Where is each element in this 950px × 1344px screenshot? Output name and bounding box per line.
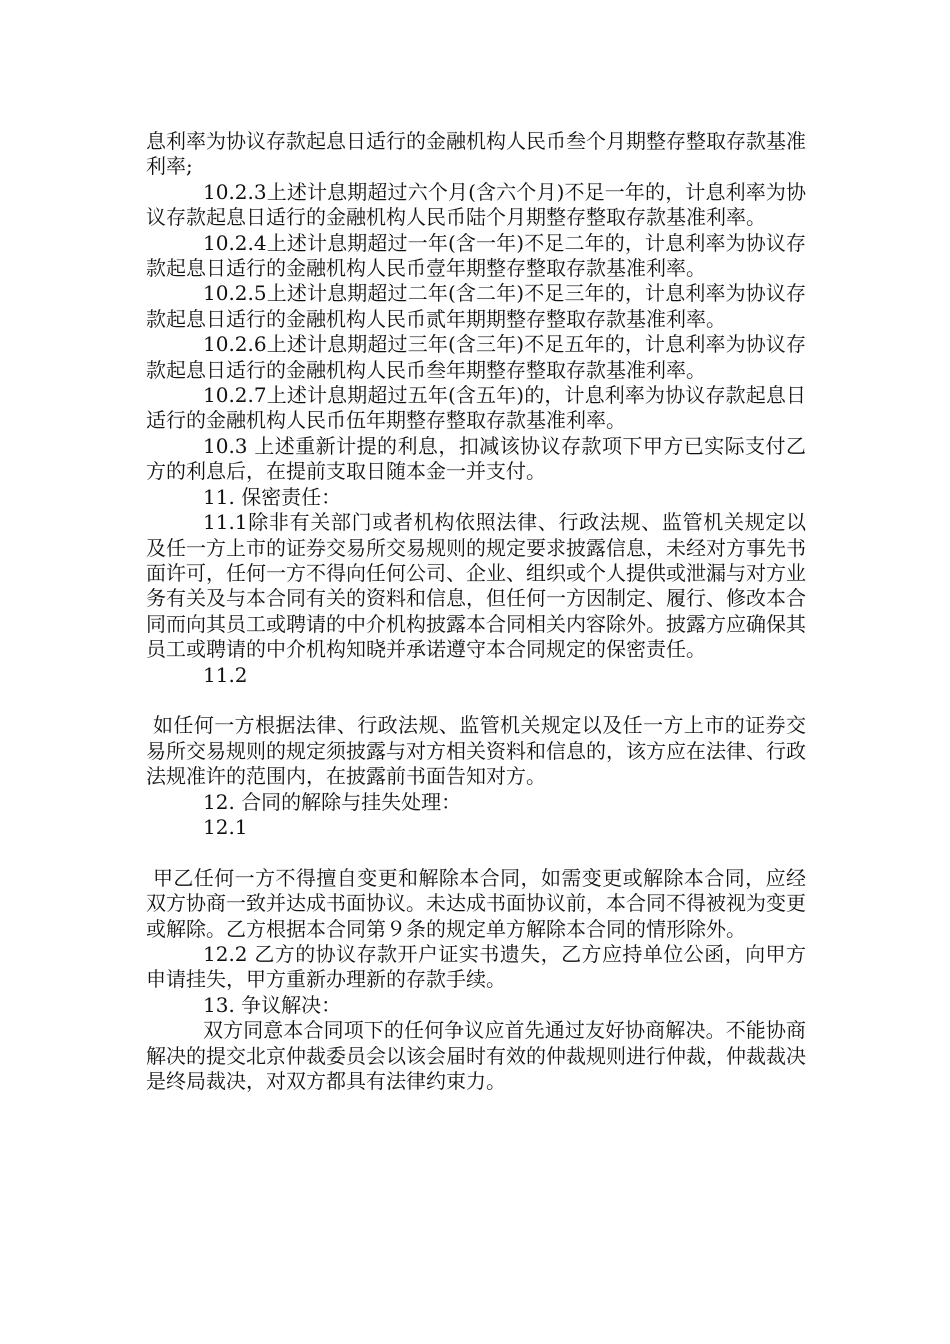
section-heading-13-dispute: 13. 争议解决：: [203, 992, 342, 1017]
section-heading-11-confidentiality: 11. 保密责任：: [203, 484, 342, 509]
paragraph-clause-12-2: 12.2 乙方的协议存款开户证实书遗失，乙方应持单位公函，向甲方申请挂失，甲方重新办理新的存款手续。: [146, 941, 806, 992]
paragraph-clause-10-2-5: 10.2.5上述计息期超过二年(含二年)不足三年的，计息利率为协议存款起息日适行的金融机构人民币贰年期期整存整取存款基准利率。: [146, 281, 806, 331]
paragraph-clause-10-3: 10.3 上述重新计提的利息，扣减该协议存款项下甲方已实际支付乙方的利息后，在提前支取日随本金一并支付。: [146, 433, 806, 484]
paragraph-clause-13-body: 双方同意本合同项下的任何争议应首先通过友好协商解决。不能协商解决的提交北京仲裁委员会以该会届时有效的仲裁规则进行仲裁，仲裁裁决是终局裁决，对双方都具有法律约束力。: [146, 1018, 806, 1093]
clause-number-11-2: 11.2: [203, 662, 248, 687]
document-body: [146, 129, 806, 1094]
paragraph-clause-10-2-6: 10.2.6上述计息期超过三年(含三年)不足五年的，计息利率为协议存款起息日适行的金融机构人民币叁年期整存整取存款基准利率。: [146, 332, 806, 382]
blank-line: [146, 688, 806, 713]
paragraph-clause-10-2-3: 10.2.3上述计息期超过六个月(含六个月)不足一年的，计息利率为协议存款起息日适行的金融机构人民币陆个月期整存整取存款基准利率。: [146, 179, 806, 230]
paragraph-interest-rate-continuation: 息利率为协议存款起息日适行的金融机构人民币叁个月期整存整取存款基准利率;: [146, 129, 806, 179]
paragraph-clause-10-2-7: 10.2.7上述计息期超过五年(含五年)的，计息利率为协议存款起息日适行的金融机构人民币伍年期整存整取存款基准利率。: [146, 383, 806, 433]
section-heading-12-termination: 12. 合同的解除与挂失处理：: [203, 789, 462, 814]
blank-line: [146, 840, 806, 865]
clause-number-12-1: 12.1: [203, 814, 248, 839]
paragraph-clause-11-1: 11.1除非有关部门或者机构依照法律、行政法规、监管机关规定以及任一方上市的证券交易所交易规则的规定要求披露信息，未经对方事先书面许可，任何一方不得向任何公司、企业、组织或个人提供或泄漏与对方业务有关及与本合同有关的资料和信息，但任何一方因制定、履行、修改本合同而向其员工或聘请的中介机构披露本合同相关内容除外。披露方应确保其员工或聘请的中介机构知晓并承诺遵守本合同规定的保密责任。: [146, 510, 806, 662]
paragraph-clause-12-1-body: 甲乙任何一方不得擅自变更和解除本合同，如需变更或解除本合同，应经双方协商一致并达成书面协议。未达成书面协议前，本合同不得被视为变更或解除。乙方根据本合同第９条的规定单方解除本合同的情形除外。: [146, 865, 806, 941]
paragraph-clause-10-2-4: 10.2.4上述计息期超过一年(含一年)不足二年的，计息利率为协议存款起息日适行的金融机构人民币壹年期整存整取存款基准利率。: [146, 230, 806, 281]
paragraph-clause-11-2-body: 如任何一方根据法律、行政法规、监管机关规定以及任一方上市的证券交易所交易规则的规定须披露与对方相关资料和信息的，该方应在法律、行政法规准许的范围内，在披露前书面告知对方。: [146, 713, 806, 789]
